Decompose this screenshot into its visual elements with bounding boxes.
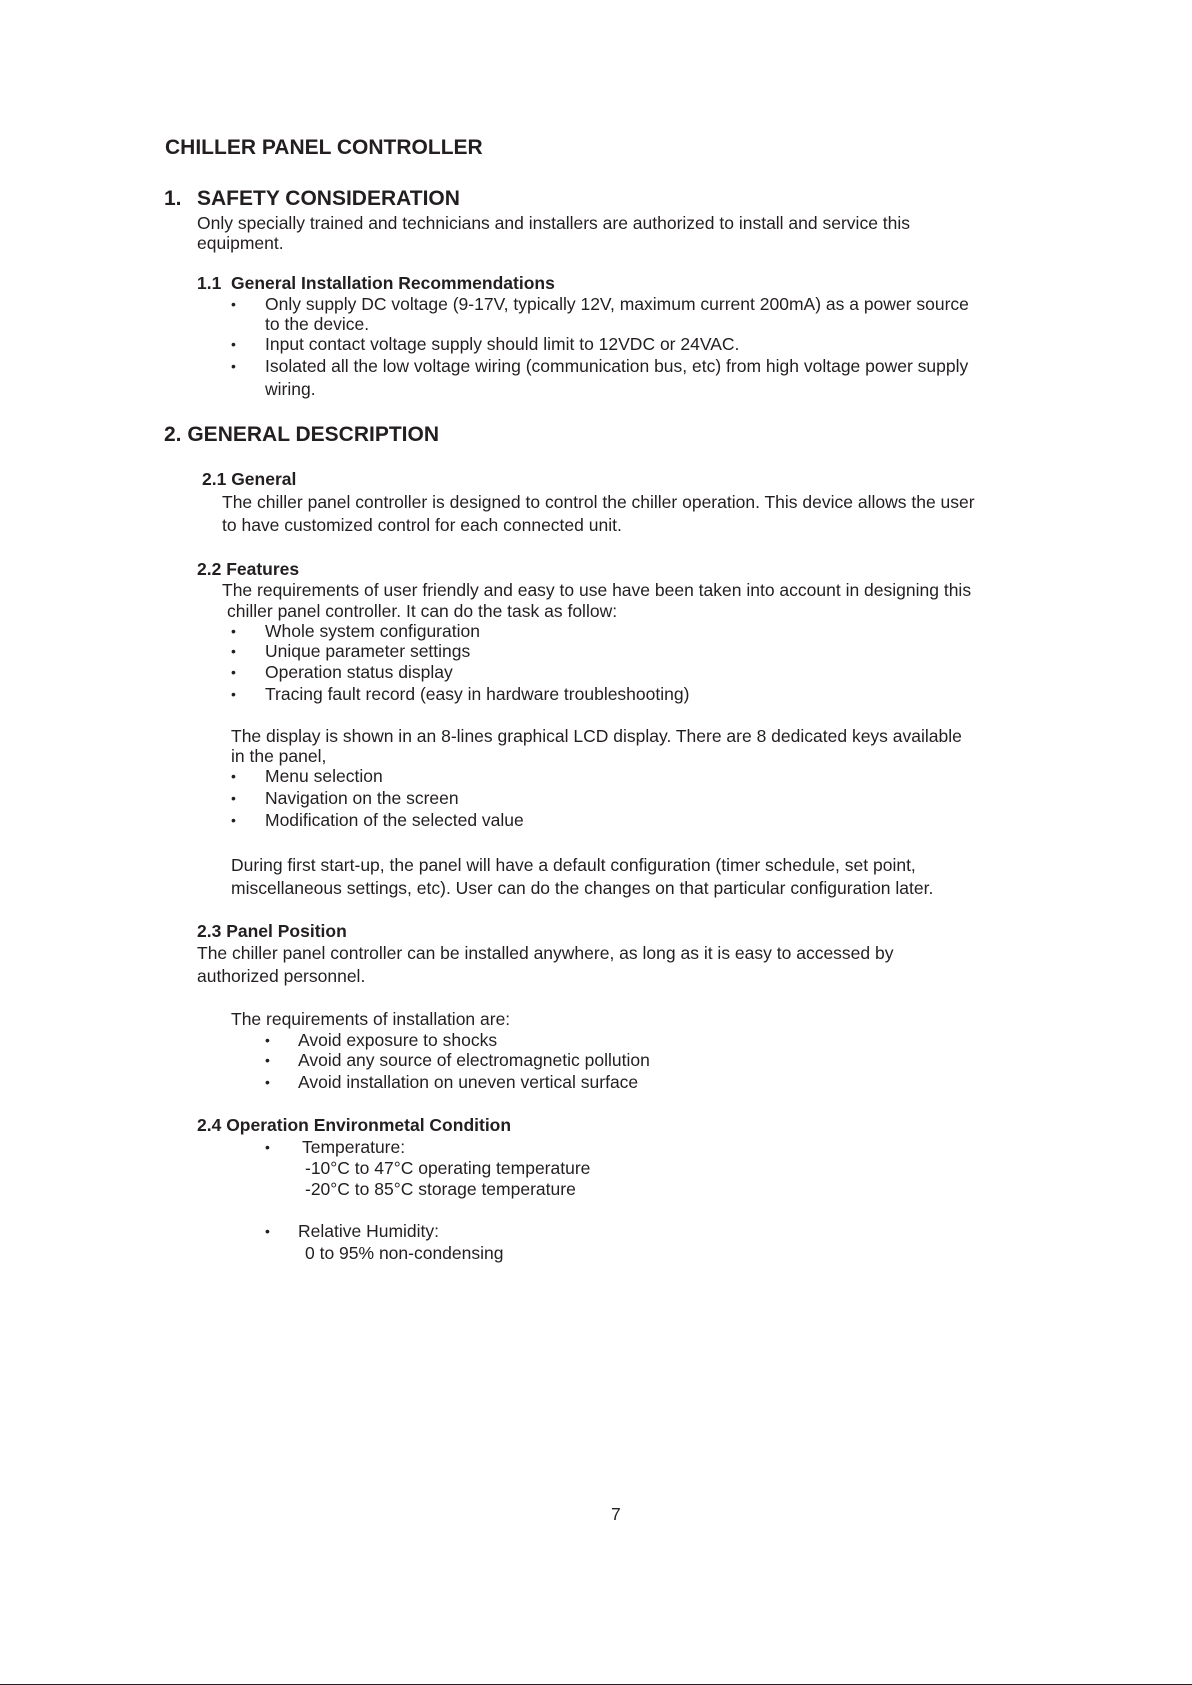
section-1-intro-line-2: equipment. <box>197 233 284 253</box>
subsection-1-1-title: General Installation Recommendations <box>231 273 555 293</box>
document-title: CHILLER PANEL CONTROLLER <box>165 136 483 159</box>
bullet-icon: • <box>231 686 236 702</box>
section-1-title: SAFETY CONSIDERATION <box>197 187 460 210</box>
section-1-number: 1. <box>164 187 182 210</box>
installation-requirement-2: Avoid any source of electromagnetic pollution <box>298 1050 650 1070</box>
display-text-line-1: The display is shown in an 8-lines graphical LCD display. There are 8 dedicated keys available <box>231 726 962 746</box>
bullet-icon: • <box>265 1139 270 1155</box>
install-rec-3-line-2: wiring. <box>265 379 316 399</box>
feature-task-1: Whole system configuration <box>265 621 480 641</box>
bullet-icon: • <box>265 1074 270 1090</box>
key-function-1: Menu selection <box>265 766 383 786</box>
features-intro-line-2: chiller panel controller. It can do the task as follow: <box>227 601 618 621</box>
bullet-icon: • <box>231 768 236 784</box>
position-line-2: authorized personnel. <box>197 966 366 986</box>
temperature-label: Temperature: <box>302 1137 406 1157</box>
bullet-icon: • <box>231 336 236 352</box>
bullet-icon: • <box>265 1032 270 1048</box>
display-text-line-2: in the panel, <box>231 746 327 766</box>
subsection-2-2-title: 2.2 Features <box>197 559 300 579</box>
general-line-1: The chiller panel controller is designed to control the chiller operation. This device allows the user <box>222 492 975 512</box>
bullet-icon: • <box>231 358 236 374</box>
feature-task-4: Tracing fault record (easy in hardware troubleshooting) <box>265 684 690 704</box>
humidity-value: 0 to 95% non-condensing <box>305 1243 504 1263</box>
operating-temperature: -10°C to 47°C operating temperature <box>305 1158 591 1178</box>
install-rec-1-line-1: Only supply DC voltage (9-17V, typically 12V, maximum current 200mA) as a power source <box>265 294 969 314</box>
install-rec-3-line-1: Isolated all the low voltage wiring (communication bus, etc) from high voltage power supply <box>265 356 969 376</box>
page-number: 7 <box>611 1504 621 1524</box>
general-line-2: to have customized control for each connected unit. <box>222 515 622 535</box>
key-function-2: Navigation on the screen <box>265 788 459 808</box>
bullet-icon: • <box>265 1052 270 1068</box>
position-line-1: The chiller panel controller can be installed anywhere, as long as it is easy to accessed by <box>197 943 894 963</box>
subsection-2-1-title: 2.1 General <box>202 469 297 489</box>
bullet-icon: • <box>231 664 236 680</box>
bullet-icon: • <box>231 812 236 828</box>
installation-requirement-3: Avoid installation on uneven vertical surface <box>298 1072 639 1092</box>
section-1-intro-line-1: Only specially trained and technicians and installers are authorized to install and service this <box>197 213 911 233</box>
bullet-icon: • <box>231 623 236 639</box>
feature-task-3: Operation status display <box>265 662 453 682</box>
features-intro-line-1: The requirements of user friendly and easy to use have been taken into account in designing this <box>222 580 972 600</box>
key-function-3: Modification of the selected value <box>265 810 524 830</box>
install-rec-1-line-2: to the device. <box>265 314 370 334</box>
bullet-icon: • <box>265 1223 270 1239</box>
installation-requirement-1: Avoid exposure to shocks <box>298 1030 498 1050</box>
startup-text-line-2: miscellaneous settings, etc). User can do the changes on that particular configuration later. <box>231 878 934 898</box>
subsection-1-1-number: 1.1 <box>197 273 222 293</box>
subsection-2-4-title: 2.4 Operation Environmetal Condition <box>197 1115 512 1135</box>
bullet-icon: • <box>231 296 236 312</box>
startup-text-line-1: During first start-up, the panel will have a default configuration (timer schedule, set point, <box>231 855 916 875</box>
bullet-icon: • <box>231 790 236 806</box>
section-2-title: 2. GENERAL DESCRIPTION <box>164 423 439 446</box>
feature-task-2: Unique parameter settings <box>265 641 471 661</box>
installation-requirements-intro: The requirements of installation are: <box>231 1009 511 1029</box>
subsection-2-3-title: 2.3 Panel Position <box>197 921 347 941</box>
humidity-label: Relative Humidity: <box>298 1221 440 1241</box>
bullet-icon: • <box>231 643 236 659</box>
install-rec-2: Input contact voltage supply should limit to 12VDC or 24VAC. <box>265 334 740 354</box>
storage-temperature: -20°C to 85°C storage temperature <box>305 1179 576 1199</box>
